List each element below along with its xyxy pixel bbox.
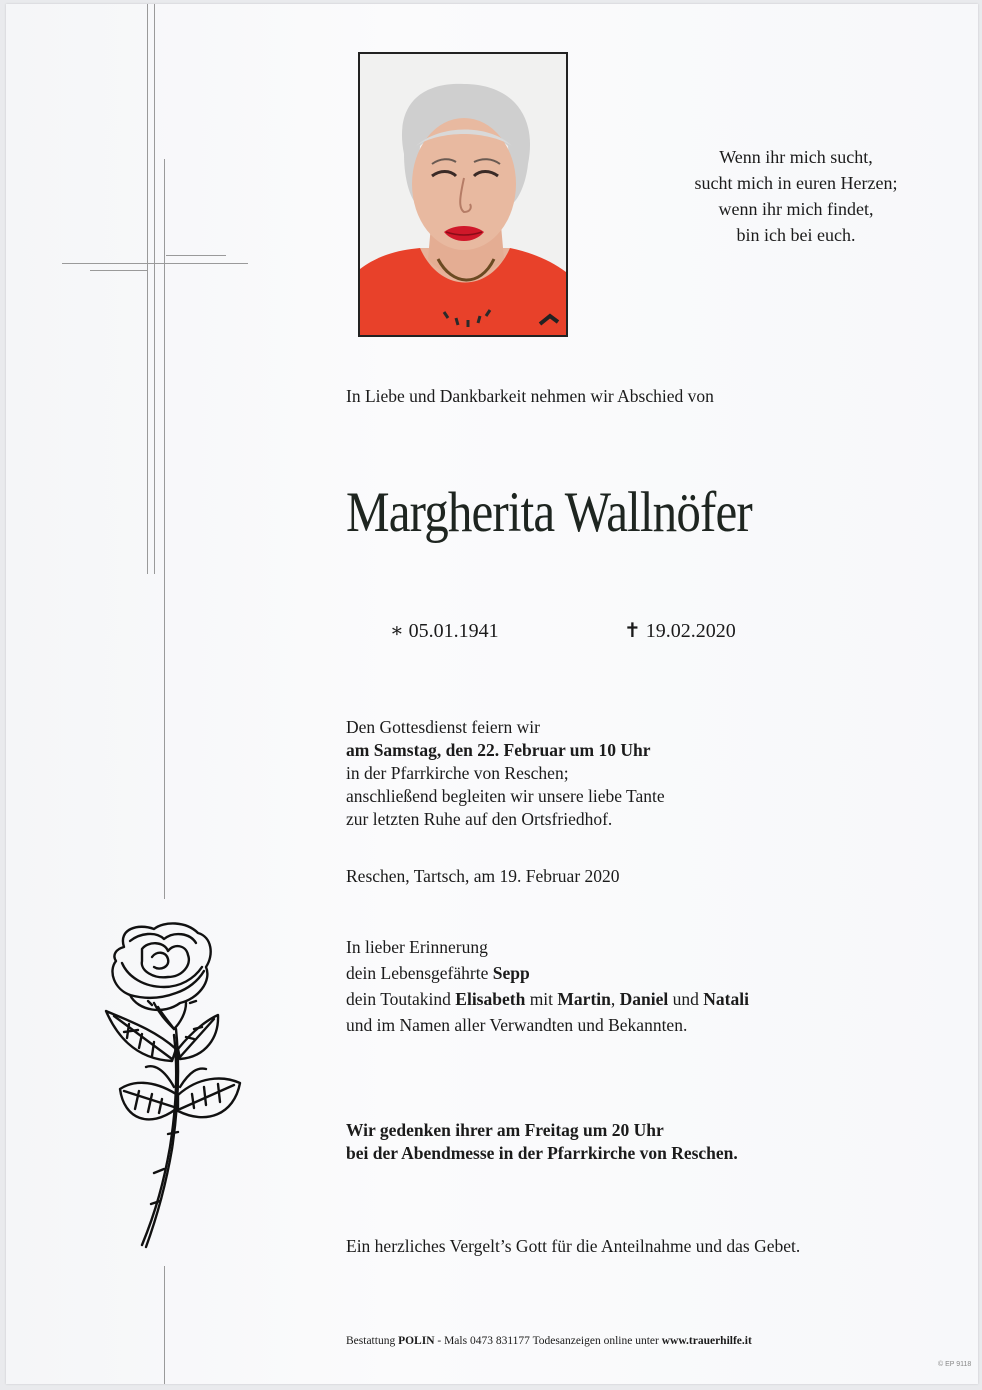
intro-text: In Liebe und Dankbarkeit nehmen wir Abschied von [346, 386, 714, 406]
quote-block [626, 144, 966, 248]
footer-credit: Bestattung POLIN - Mals 0473 831177 Todesanzeigen online unter www.trauerhilfe.it [346, 1335, 752, 1347]
website-link[interactable]: www.trauerhilfe.it [661, 1335, 752, 1347]
birth-symbol: ∗ [390, 620, 404, 642]
mourners-line: dein Toutakind Elisabeth mit Martin, Daniel und Natali [346, 989, 749, 1009]
service-line: in der Pfarrkirche von Reschen; [346, 763, 569, 783]
memorial-info [346, 1119, 738, 1165]
memorial-line: Wir gedenken ihrer am Freitag um 20 Uhr [346, 1120, 664, 1140]
mourners-line: und im Namen aller Verwandten und Bekannten. [346, 1015, 688, 1035]
mourner-name: Elisabeth [455, 989, 526, 1009]
death-date [624, 618, 736, 643]
thanks-text: Ein herzliches Vergelt’s Gott für die Anteilnahme und das Gebet. [346, 1236, 801, 1256]
quote-line: sucht mich in euren Herzen; [694, 173, 898, 193]
place-date: Reschen, Tartsch, am 19. Februar 2020 [346, 866, 620, 886]
birth-date-value: 05.01.1941 [408, 620, 499, 642]
quote-line: wenn ihr mich findet, [718, 199, 874, 219]
document-code: © EP 9118 [938, 1361, 972, 1368]
quote-line: Wenn ihr mich sucht, [719, 147, 873, 167]
service-date: am Samstag, den 22. Februar um 10 Uhr [346, 740, 651, 760]
rose-icon [94, 919, 254, 1254]
service-line: Den Gottesdienst feiern wir [346, 717, 540, 737]
obituary-page [6, 4, 978, 1384]
service-info [346, 716, 665, 831]
quote-line: bin ich bei euch. [736, 225, 856, 245]
mourner-name: Sepp [492, 963, 530, 983]
service-line: zur letzten Ruhe auf den Ortsfriedhof. [346, 809, 613, 829]
mourner-name: Daniel [619, 989, 669, 1009]
death-date-value: 19.02.2020 [645, 620, 736, 642]
deceased-name: Margherita Wallnöfer [346, 481, 752, 544]
memorial-line: bei der Abendmesse in der Pfarrkirche von Reschen. [346, 1143, 738, 1163]
mourner-name: Martin [557, 989, 611, 1009]
service-line: anschließend begleiten wir unsere liebe Tante [346, 786, 665, 806]
cross-icon: ✝ [624, 620, 641, 642]
portrait-photo [358, 52, 568, 337]
mourners-line: dein Lebensgefährte Sepp [346, 963, 530, 983]
mourner-name: Natali [703, 989, 749, 1009]
company-name: POLIN [398, 1335, 435, 1347]
mourners-line: In lieber Erinnerung [346, 937, 488, 957]
birth-date [390, 618, 499, 643]
mourners-list [346, 934, 749, 1038]
